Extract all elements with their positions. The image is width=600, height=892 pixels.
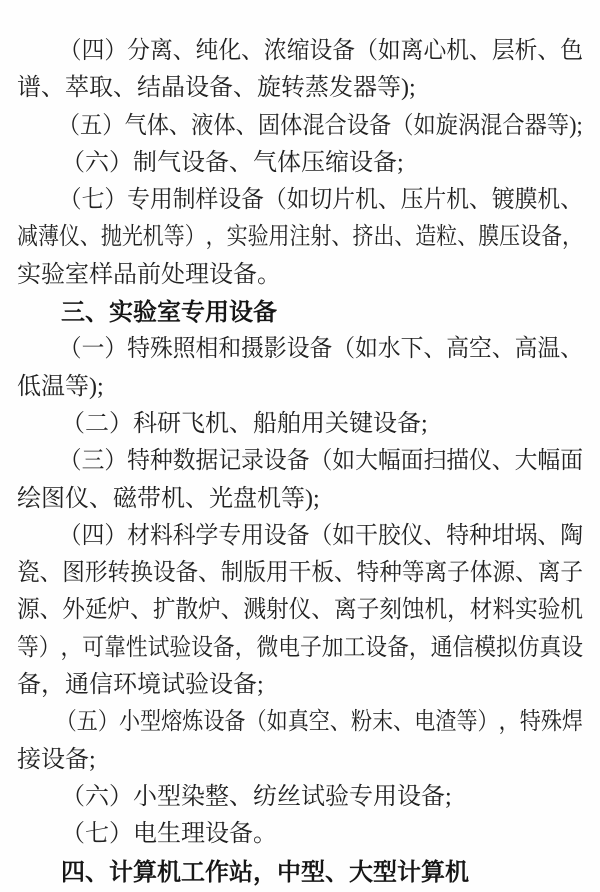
paragraph [17, 779, 583, 816]
text-line: （六）小型染整、纺丝试验专用设备; [61, 783, 452, 810]
text-line: 等 ） ， 可 靠 性 试 验 设 备 ， 微 电 子 加 工 设 备 ， 通 信 模 拟 仿 真 设 [17, 634, 583, 661]
text-line: （ 一 ） 特 殊 照 相 和 摄 影 设 备 （ 如 水 下 、 高 空 、 高 温 、 [58, 336, 583, 363]
section-heading [17, 294, 583, 331]
text-line: 接设备; [17, 746, 96, 773]
paragraph [17, 33, 583, 108]
paragraph [17, 406, 583, 443]
paragraph [17, 704, 583, 779]
paragraph [17, 145, 583, 182]
text-line: 源 、 外 延 炉 、 扩 散 炉 、 溅 射 仪 、 离 子 刻 蚀 机 ， 材 料 实 验 机 [17, 597, 583, 624]
text-line: （ 五 ） 小 型 熔 炼 设 备 （ 如 真 空 、 粉 末 、 电 渣 等 ） ， 特 殊 焊 [55, 709, 583, 736]
heading-line: 三、实验室专用设备 [61, 299, 277, 327]
text-line: 绘图仪、磁带机、光盘机等); [17, 485, 320, 512]
paragraph [17, 182, 583, 294]
text-line: （ 四 ） 材 料 科 学 专 用 设 备 （ 如 干 胶 仪 、 特 种 坩 埚 、 陶 [58, 522, 583, 549]
text-line: （ 三 ） 特 种 数 据 记 录 设 备 （ 如 大 幅 面 扫 描 仪 、 大 幅 面 [58, 448, 583, 475]
text-line: （七）电生理设备。 [61, 821, 277, 848]
text-line: 备，通信环境试验设备; [17, 672, 264, 699]
text-line: （ 四 ） 分 离 、 纯 化 、 浓 缩 设 备 （ 如 离 心 机 、 层 析 、 色 [58, 38, 583, 64]
text-line: 低温等); [17, 373, 104, 400]
text-line: （二）科研飞机、船舶用关键设备; [61, 410, 428, 437]
paragraph [17, 108, 583, 145]
text-line: （ 七 ） 专 用 制 样 设 备 （ 如 切 片 机 、 压 片 机 、 镀 膜 机 、 [58, 187, 583, 214]
text-line: 谱、萃取、结晶设备、旋转蒸发器等); [17, 75, 416, 102]
heading-line: 四、计算机工作站，中型、大型计算机 [61, 858, 469, 886]
paragraph [17, 443, 583, 518]
paragraph [17, 518, 583, 704]
paragraph [17, 331, 583, 406]
text-line: 瓷 、 图 形 转 换 设 备 、 制 版 用 干 板 、 特 种 等 离 子 体 源 、 离 子 [17, 560, 583, 587]
text-line: 减 薄 仪 、 抛 光 机 等 ） ， 实 验 用 注 射 、 挤 出 、 造 粒 、 膜 压 设 备 ， [17, 224, 583, 251]
paragraph [17, 816, 583, 853]
section-heading [17, 854, 583, 891]
text-line: （六）制气设备、气体压缩设备; [61, 149, 404, 176]
text-line: （ 五 ） 气 体 、 液 体 、 固 体 混 合 设 备 （ 如 旋 涡 混 合 器 等 ) ; [57, 112, 583, 139]
text-line: 实验室样品前处理设备。 [17, 261, 281, 288]
